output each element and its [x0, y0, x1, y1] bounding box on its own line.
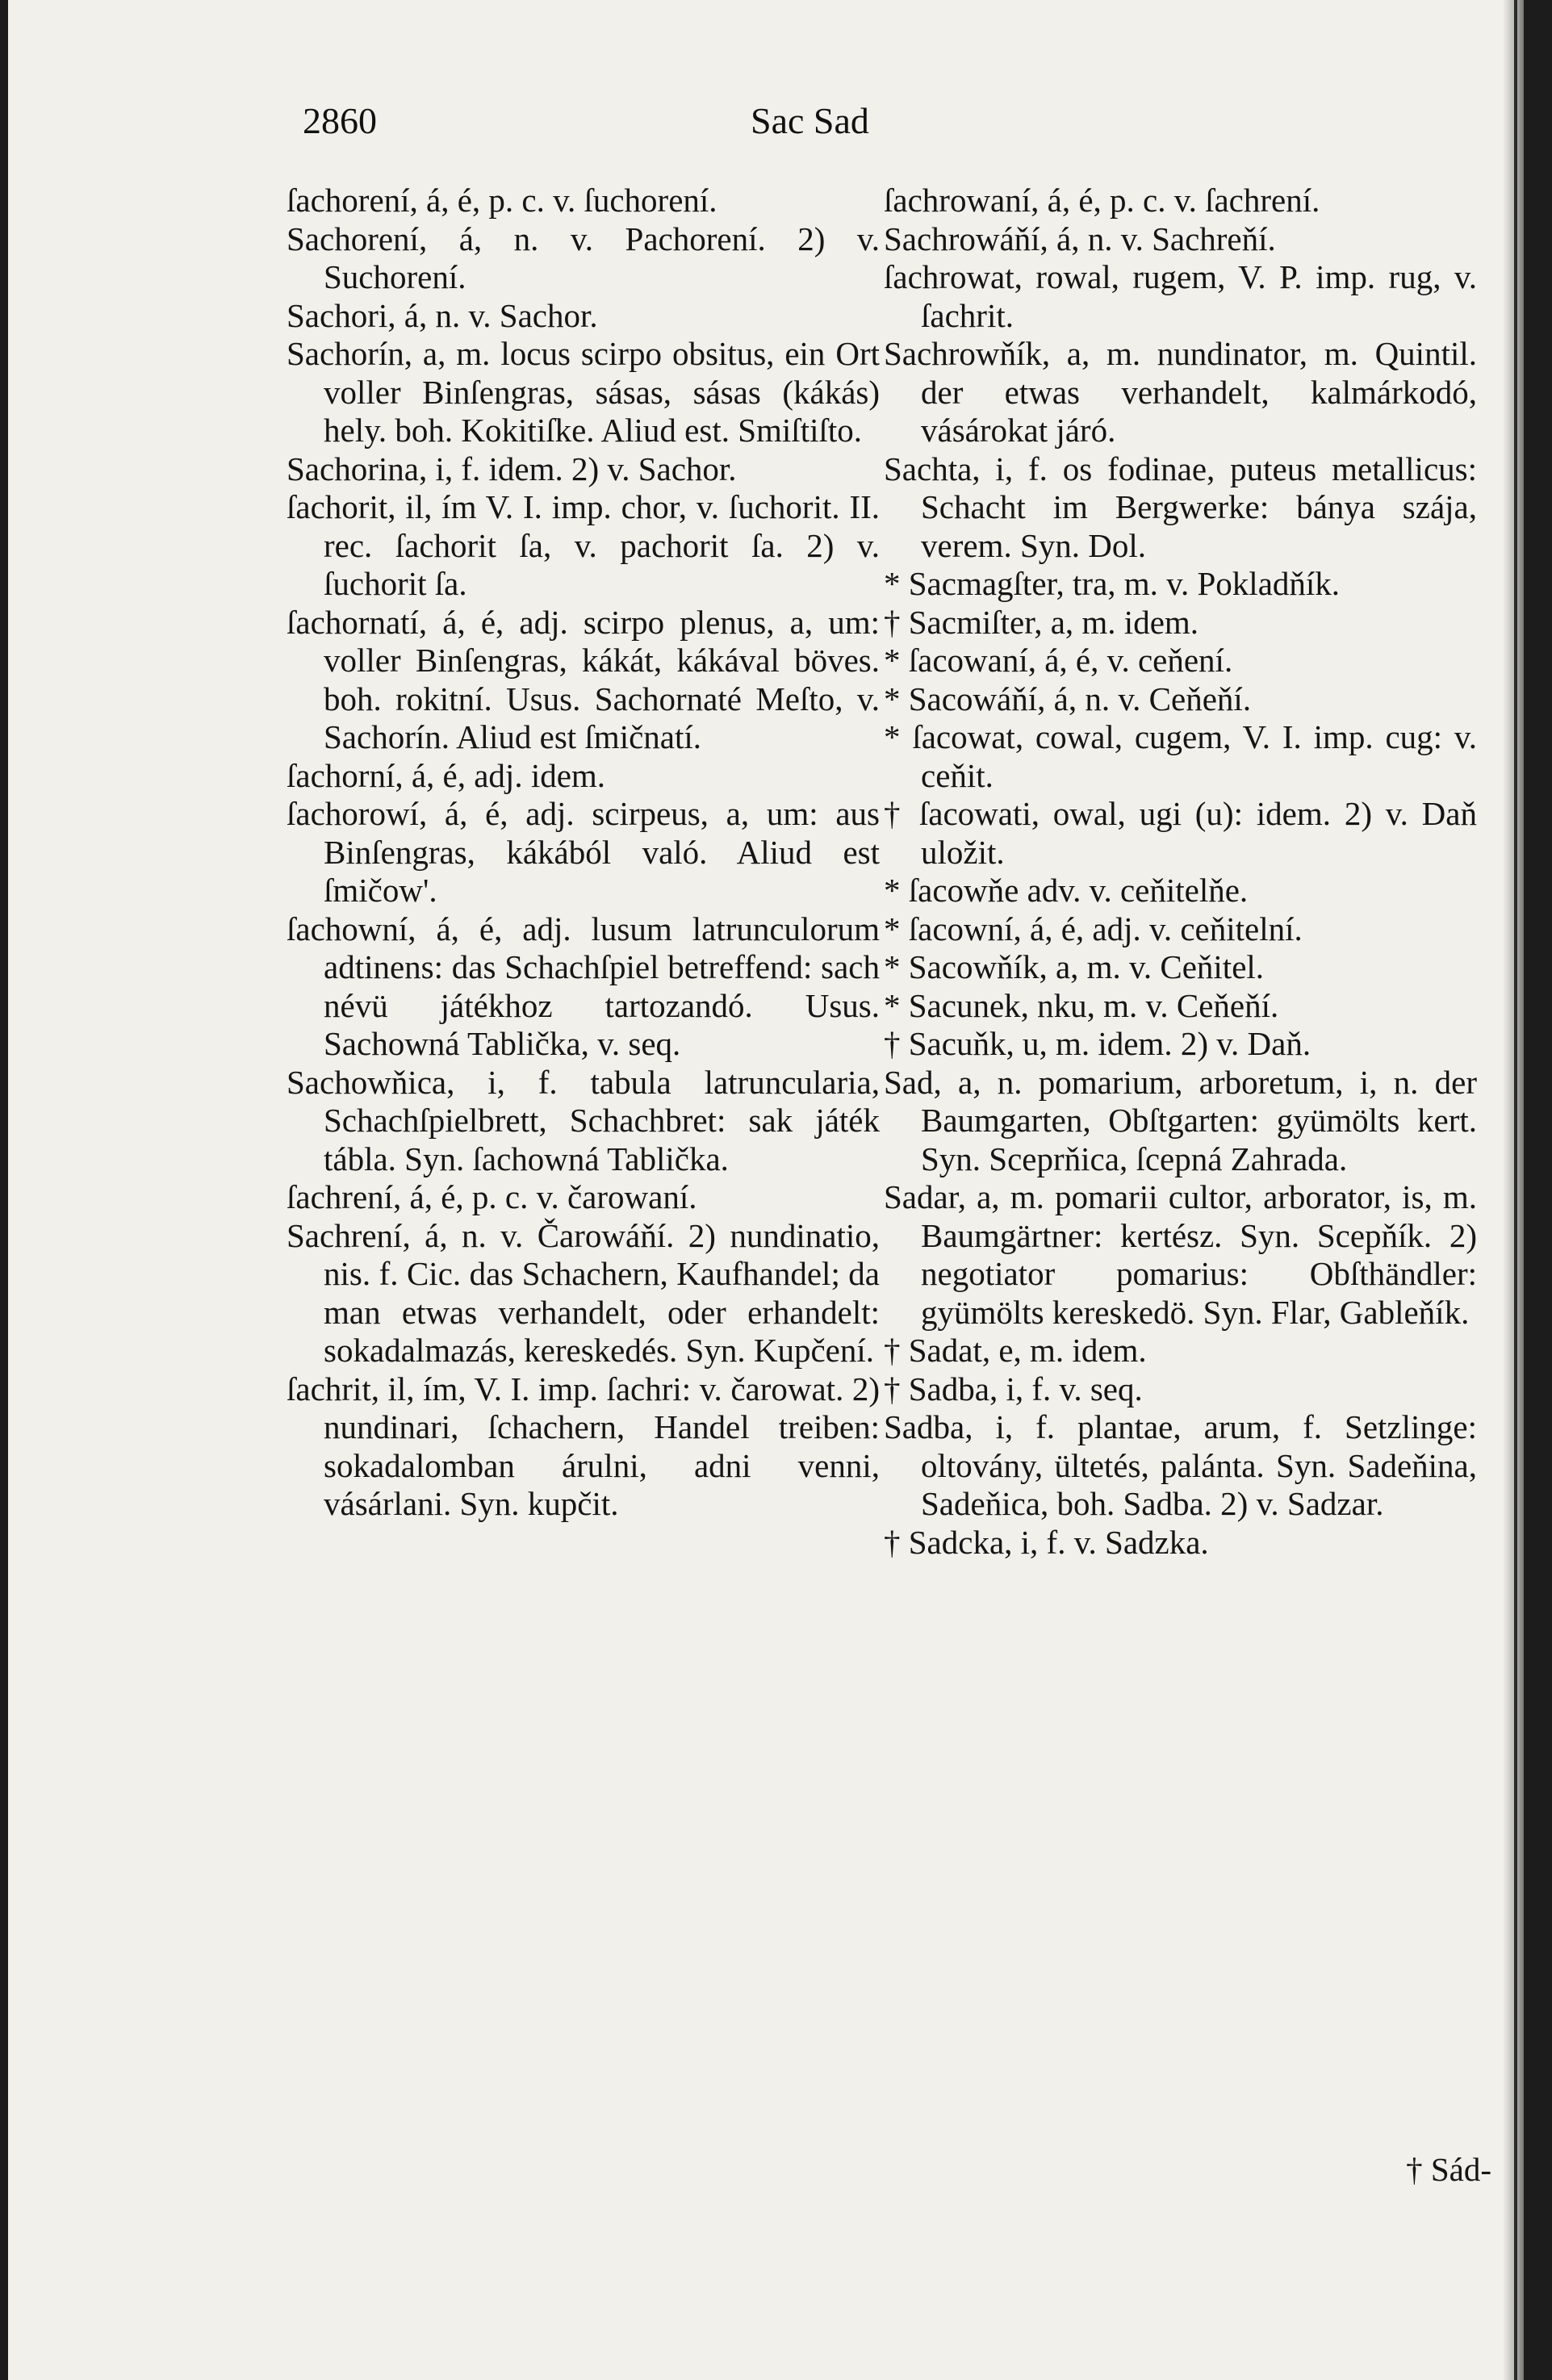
- dictionary-entry: ſachrowaní, á, é, p. c. v. ſachrení.: [884, 182, 1320, 219]
- page-number: 2860: [303, 100, 377, 141]
- dictionary-entry: † ſacowati, owal, ugi (u): idem. 2) v. Daň uložit.: [884, 795, 1477, 871]
- dictionary-entry: † Sadat, e, m. idem.: [884, 1332, 1147, 1369]
- dictionary-page: [8, 0, 1524, 2380]
- dictionary-entry: Sachta, i, f. os fodinae, puteus metallicus: Schacht im Bergwerke: bánya szája, verem. Syn. Dol.: [884, 450, 1477, 564]
- dictionary-entry: Sadba, i, f. plantae, arum, f. Setzlinge: oltovány, ültetés, palánta. Syn. Sadeňina, Sadeňica, boh. Sadba. 2) v. Sadzar.: [884, 1408, 1477, 1522]
- dictionary-entry: Sachorín, a, m. locus scirpo obsitus, ein Ort voller Binſengras, sásas, sásas (kákás) hely. boh. Kokitiſke. Aliud est. Smiſtiſto.: [287, 335, 880, 449]
- dictionary-entry: ſachrení, á, é, p. c. v. čarowaní.: [287, 1178, 697, 1215]
- left-column: [287, 182, 880, 1524]
- dictionary-entry: ſachorit, il, ím V. I. imp. chor, v. ſuchorit. II. rec. ſachorit ſa, v. pachorit ſa. 2) v. ſuchorit ſa.: [287, 488, 880, 602]
- catchword: † Sád-: [1406, 2151, 1491, 2188]
- dictionary-entry: * ſacowňe adv. v. ceňitelňe.: [884, 872, 1249, 909]
- page-edge-shadow: [1503, 0, 1524, 2380]
- dictionary-entry: † Sacmiſter, a, m. idem.: [884, 603, 1199, 641]
- dictionary-entry: ſachrit, il, ím, V. I. imp. ſachri: v. čarowat. 2) nundinari, ſchachern, Handel treiben: sokadalomban árulni, adni venni, vásárlani. Syn. kupčit.: [287, 1370, 880, 1522]
- page-header: [8, 97, 1524, 145]
- dictionary-entry: * Sacowňík, a, m. v. Ceňitel.: [884, 948, 1265, 985]
- dictionary-entry: Sachrení, á, n. v. Čarowáňí. 2) nundinatio, nis. f. Cic. das Schachern, Kaufhandel; da man etwas verhandelt, oder erhandelt: sokadalmazás, kereskedés. Syn. Kupčení.: [287, 1216, 880, 1369]
- dictionary-entry: * Sacunek, nku, m. v. Ceňeňí.: [884, 986, 1279, 1024]
- dictionary-entry: ſachorení, á, é, p. c. v. ſuchorení.: [287, 182, 717, 219]
- dictionary-entry: ſachrowat, rowal, rugem, V. P. imp. rug, v. ſachrit.: [884, 258, 1477, 334]
- page-border-line: [1514, 0, 1517, 2380]
- dictionary-entry: Sachrowňík, a, m. nundinator, m. Quintil. der etwas verhandelt, kalmárkodó, vásárokat járó.: [884, 335, 1477, 449]
- dictionary-entry: Sachorina, i, f. idem. 2) v. Sachor.: [287, 450, 737, 487]
- dictionary-entry: Sachorení, á, n. v. Pachorení. 2) v. Suchorení.: [287, 220, 880, 295]
- dictionary-entry: Sadar, a, m. pomarii cultor, arborator, is, m. Baumgärtner: kertész. Syn. Scepňík. 2) negotiator pomarius: Obſthändler: gyümölts kereskedö. Syn. Flar, Gableňík.: [884, 1178, 1477, 1331]
- dictionary-entry: Sachowňica, i, f. tabula latruncularia, Schachſpielbrett, Schachbret: sak játék tábla. Syn. ſachowná Tablička.: [287, 1063, 880, 1177]
- dictionary-entry: ſachorowí, á, é, adj. scirpeus, a, um: aus Binſengras, kákából való. Aliud est ſmičow'.: [287, 795, 880, 909]
- dictionary-entry: ſachorní, á, é, adj. idem.: [287, 756, 606, 794]
- dictionary-entry: * ſacowní, á, é, adj. v. ceňitelní.: [884, 910, 1303, 947]
- right-column: [884, 182, 1477, 1562]
- dictionary-entry: ſachornatí, á, é, adj. scirpo plenus, a, um: voller Binſengras, kákát, kákával böves. boh. rokitní. Usus. Sachornaté Meſto, v. Sachorín. Aliud est ſmičnatí.: [287, 603, 880, 755]
- dictionary-entry: * ſacowaní, á, é, v. ceňení.: [884, 642, 1233, 679]
- dictionary-entry: * Sacowáňí, á, n. v. Ceňeňí.: [884, 680, 1252, 717]
- dictionary-entry: * Sacmagſter, tra, m. v. Pokladňík.: [884, 565, 1341, 602]
- dictionary-entry: ſachowní, á, é, adj. lusum latrunculorum adtinens: das Schachſpiel betreffend: sach névü játékhoz tartozandó. Usus. Sachowná Tablička, v. seq.: [287, 910, 880, 1062]
- running-head: Sac Sad: [751, 100, 869, 141]
- dictionary-entry: Sachrowáňí, á, n. v. Sachreňí.: [884, 220, 1276, 257]
- dictionary-entry: † Sacuňk, u, m. idem. 2) v. Daň.: [884, 1025, 1311, 1062]
- dictionary-entry: † Sadcka, i, f. v. Sadzka.: [884, 1523, 1209, 1561]
- dictionary-entry: † Sadba, i, f. v. seq.: [884, 1370, 1143, 1408]
- dictionary-entry: Sad, a, n. pomarium, arboretum, i, n. der Baumgarten, Obſtgarten: gyümölts kert. Syn. Sceprňica, ſcepná Zahrada.: [884, 1063, 1477, 1177]
- dictionary-entry: Sachori, á, n. v. Sachor.: [287, 296, 598, 334]
- dictionary-entry: * ſacowat, cowal, cugem, V. I. imp. cug: v. ceňit.: [884, 718, 1477, 794]
